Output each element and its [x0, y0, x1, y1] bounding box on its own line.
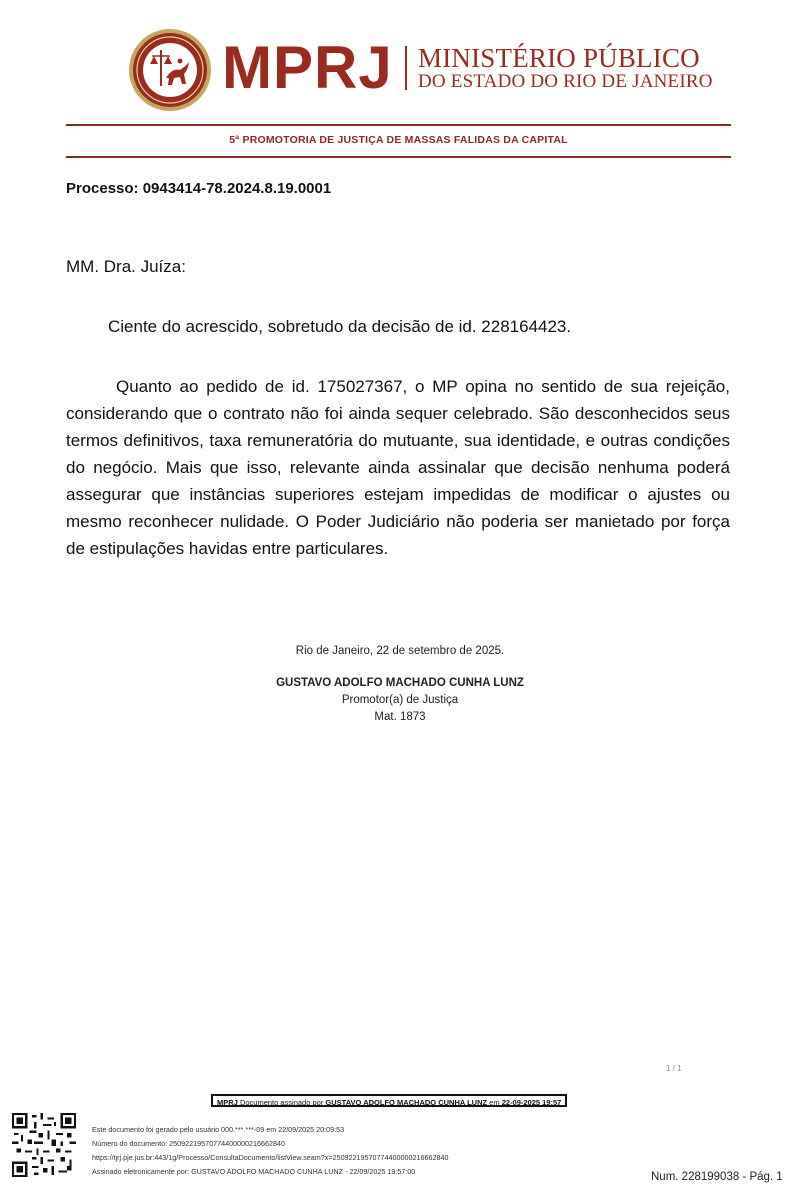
paragraph-1: Ciente do acrescido, sobretudo da decisão de id. 228164423. — [108, 317, 572, 336]
promotoria-title: 5ª PROMOTORIA DE JUSTIÇA DE MASSAS FALIDAS DA CAPITAL — [229, 134, 568, 146]
qr-code-icon — [12, 1113, 76, 1177]
header-rule-top — [66, 124, 731, 126]
footer-generated-line: Este documento foi gerado pelo usuário 000.***.***-09 em 22/09/2025 20:09:53 — [92, 1125, 345, 1134]
signature-stamp — [211, 1094, 567, 1107]
stamp-prefix: MPRJ — [217, 1098, 238, 1107]
footer-signed-by: Assinado eletronicamente por: GUSTAVO ADOLFO MACHADO CUNHA LUNZ - 22/09/2025 19:57:00 — [92, 1167, 416, 1176]
paragraph-2: Quanto ao pedido de id. 175027367, o MP opina no sentido de sua rejeição, considerando que o contrato não foi ainda sequer celebrado. São desconhecidos seus termos definitivos, taxa remuneratória do mutuante, sua identidade, e outras condições do negócio. Mais que isso, relevante ainda assinalar que decisão nenhuma poderá assegurar que instâncias superiores estejam impedidas de modificar o ajustes ou mesmo reconhecer nulidade. O Poder Judiciário não poderia ser manietado por força de estipulações havidas entre particulares. — [66, 377, 730, 558]
page-info: Num. 228199038 - Pág. 1 — [651, 1171, 783, 1183]
place-date: Rio de Janeiro, 22 de setembro de 2025. — [295, 645, 505, 657]
signer-registration: Mat. 1873 — [374, 711, 426, 723]
header-divider — [405, 46, 407, 90]
footer-url: https://tjrj.pje.jus.br:443/1g/Processo/ConsultaDocumento/listView.seam?x=25092219570774400000216662840 — [92, 1153, 449, 1162]
org-subtitle: DO ESTADO DO RIO DE JANEIRO — [418, 71, 713, 92]
footer-document-number: Número do documento: 25092219570774400000216662840 — [92, 1139, 286, 1148]
page-count: 1 / 1 — [666, 1064, 682, 1073]
mprj-seal-logo — [128, 28, 212, 112]
signer-role: Promotor(a) de Justiça — [341, 694, 459, 706]
mprj-logo-text: MPRJ — [222, 34, 393, 101]
salutation: MM. Dra. Juíza: — [66, 257, 186, 276]
header-rule-bottom — [66, 156, 731, 158]
stamp-name: GUSTAVO ADOLFO MACHADO CUNHA LUNZ — [325, 1098, 488, 1107]
stamp-text: Documento assinado por — [239, 1098, 324, 1107]
org-title: MINISTÉRIO PÚBLICO — [418, 43, 700, 73]
process-number: Processo: 0943414-78.2024.8.19.0001 — [66, 180, 332, 197]
stamp-date: 22-09-2025 19:57 — [501, 1098, 562, 1107]
signer-name: GUSTAVO ADOLFO MACHADO CUNHA LUNZ — [276, 677, 524, 689]
stamp-mid: em — [489, 1098, 500, 1107]
